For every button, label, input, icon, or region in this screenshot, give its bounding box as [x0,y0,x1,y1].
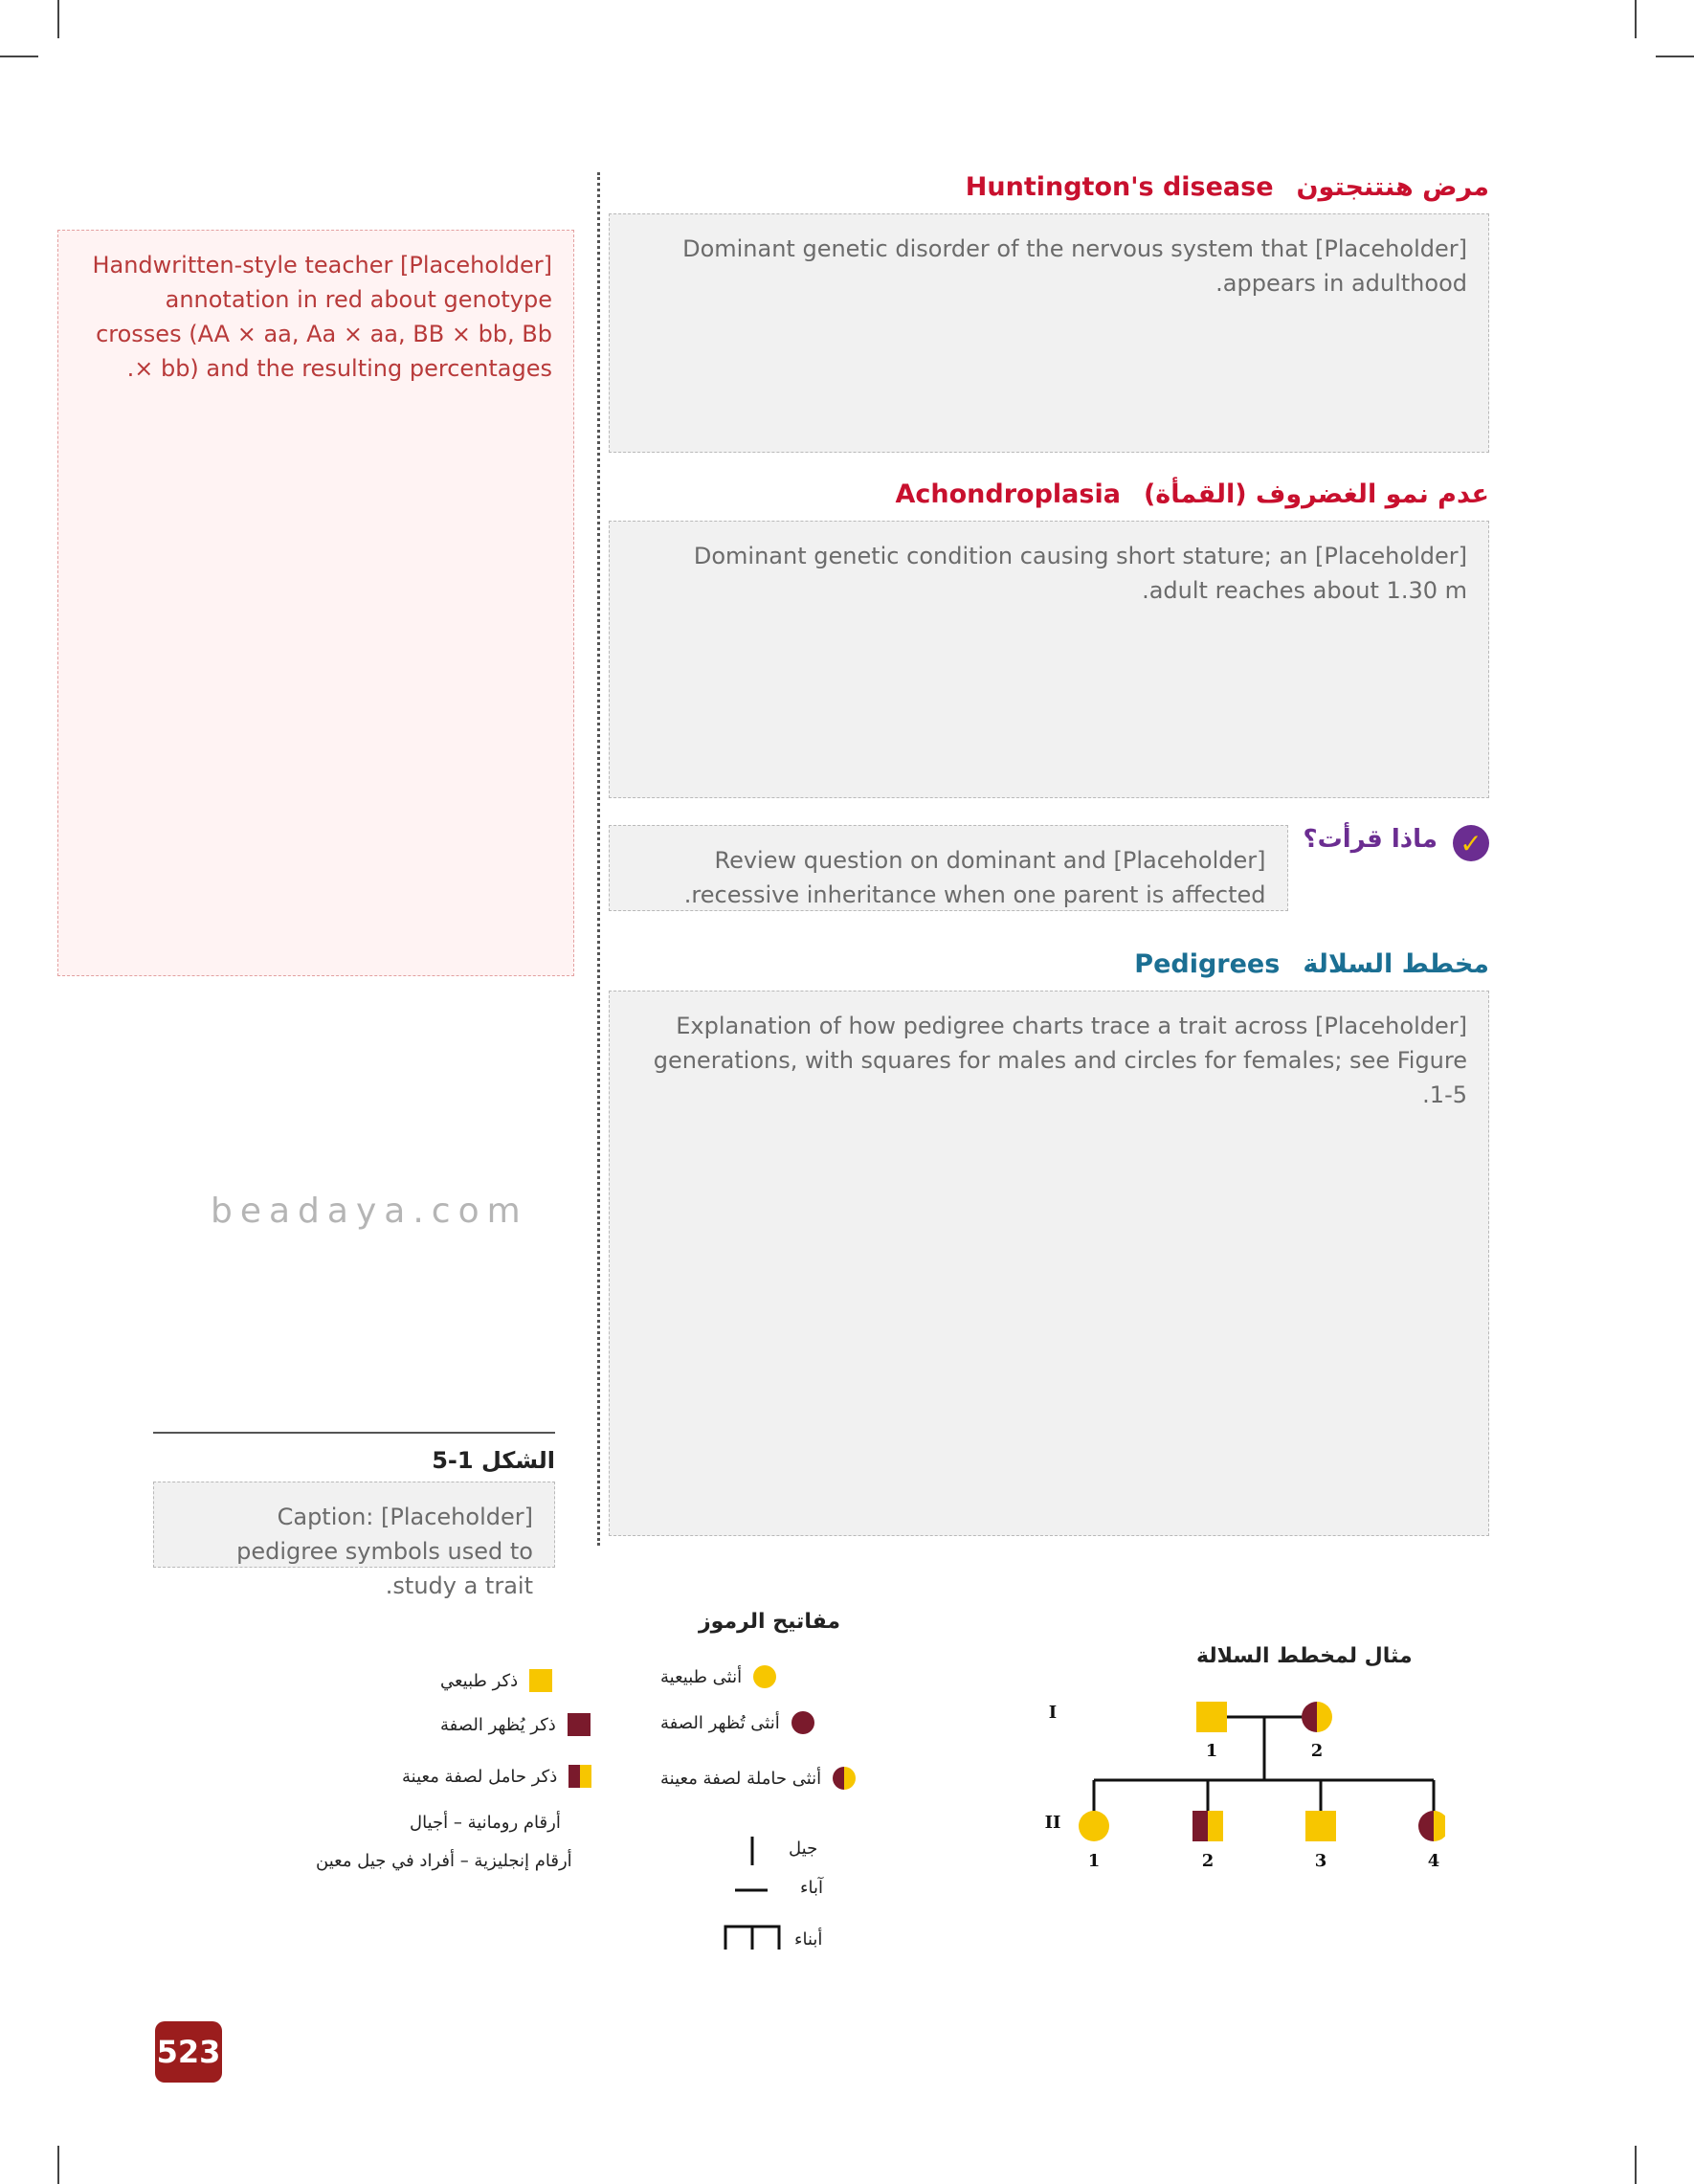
reading-check-question-placeholder: [Placeholder] Review question on dominant and recessive inheritance when one parent is affected. [609,825,1288,911]
crop-mark [1635,2146,1637,2184]
symbol-key-title: مفاتيح الرموز [699,1610,841,1634]
affected-female-icon [791,1711,814,1734]
crop-mark [57,0,59,38]
checkmark-icon: ✓ [1453,825,1489,861]
children-line-icon [725,1927,779,1950]
pedigree-gen2-male [1305,1811,1336,1841]
figure-caption-placeholder: [Placeholder] Caption: pedigree symbols used to study a trait. [153,1482,555,1568]
key-generation-label: جيل [789,1839,818,1859]
carrier-female-icon [833,1767,856,1790]
pedigree-gen2-carrier-female [1418,1811,1445,1841]
pedigree-gen1-carrier-female [1302,1702,1332,1732]
key-parents-label: آباء [800,1878,823,1898]
key-affected-female: أنثى تُظهر الصفة [660,1711,814,1734]
column-divider [597,172,600,1546]
key-carrier-female: أنثى حاملة لصفة معينة [660,1767,856,1790]
huntington-paragraph-placeholder: [Placeholder] Dominant genetic disorder of the nervous system that appears in adulthood. [609,213,1489,453]
watermark: beadaya.com [211,1192,528,1231]
huntington-heading-ar: مرض هنتنجتون [1296,172,1489,202]
normal-male-icon [529,1669,552,1692]
pedigree-person-number: 1 [1087,1851,1101,1871]
achondroplasia-heading [609,479,1489,509]
huntington-heading-en: Huntington's disease [965,172,1274,202]
pedigree-chart [1043,1684,1445,1924]
reading-check [609,825,1489,911]
key-affected-male: ذكر يُظهر الصفة [440,1713,591,1736]
pedigree-person-number: 2 [1310,1741,1324,1761]
key-english-numerals: أرقام إنجليزية – أفراد في جيل معين [316,1851,572,1871]
side-annotation-placeholder: [Placeholder] Handwritten-style teacher annotation in red about genotype crosses (AA × aa, Aa × aa, BB × bb, Bb × bb) and the resulting percentages. [57,230,574,976]
achondroplasia-heading-ar: عدم نمو الغضروف (القمأة) [1143,479,1489,509]
huntington-section [609,172,1489,453]
page-number: 523 [155,2021,222,2083]
pedigree-person-number: 4 [1427,1851,1440,1871]
pedigree-person-number: 3 [1314,1851,1327,1871]
crop-mark [0,56,38,57]
carrier-male-icon [568,1765,591,1788]
pedigrees-section [609,949,1489,1536]
pedigrees-heading-ar: مخطط السلالة [1303,949,1489,979]
achondroplasia-heading-en: Achondroplasia [895,479,1121,509]
figure-caption-label: الشكل 1-5 [432,1447,555,1474]
pedigrees-heading-en: Pedigrees [1134,949,1281,979]
reading-check-label: ماذا قرأت؟ [1303,825,1438,854]
pedigree-title: مثال لمخطط السلالة [1196,1644,1413,1668]
pedigrees-heading [609,949,1489,979]
huntington-heading [609,172,1489,202]
affected-male-icon [568,1713,591,1736]
main-column [609,172,1489,1563]
pedigree-gen2-carrier-male-right [1208,1811,1223,1841]
key-normal-female: أنثى طبيعية [660,1665,776,1688]
pedigree-gen2-carrier-male-left [1192,1811,1208,1841]
pedigree-gen-label: I [1048,1703,1058,1723]
crop-mark [1635,0,1637,38]
pedigree-gen2-female [1079,1811,1109,1841]
pedigree-lines [1094,1717,1434,1815]
normal-female-icon [753,1665,776,1688]
pedigrees-paragraph-placeholder: [Placeholder] Explanation of how pedigree charts trace a trait across generations, with squares for males and circles for females; see Figure 1-5. [609,991,1489,1536]
crop-mark [57,2146,59,2184]
key-carrier-male: ذكر حامل لصفة معينة [402,1765,591,1788]
pedigree-gen-label: II [1044,1813,1061,1833]
pedigree-person-number: 2 [1201,1851,1215,1871]
key-roman-numerals: أرقام رومانية – أجيال [410,1813,561,1833]
pedigree-gen1-male [1196,1702,1227,1732]
key-normal-male: ذكر طبيعي [440,1669,552,1692]
key-children-label: أبناء [794,1929,823,1950]
achondroplasia-paragraph-placeholder: [Placeholder] Dominant genetic condition causing short stature; an adult reaches about 1.30 m. [609,521,1489,798]
achondroplasia-section [609,479,1489,798]
figure-caption [153,1432,555,1599]
pedigree-person-number: 1 [1205,1741,1218,1761]
crop-mark [1656,56,1694,57]
